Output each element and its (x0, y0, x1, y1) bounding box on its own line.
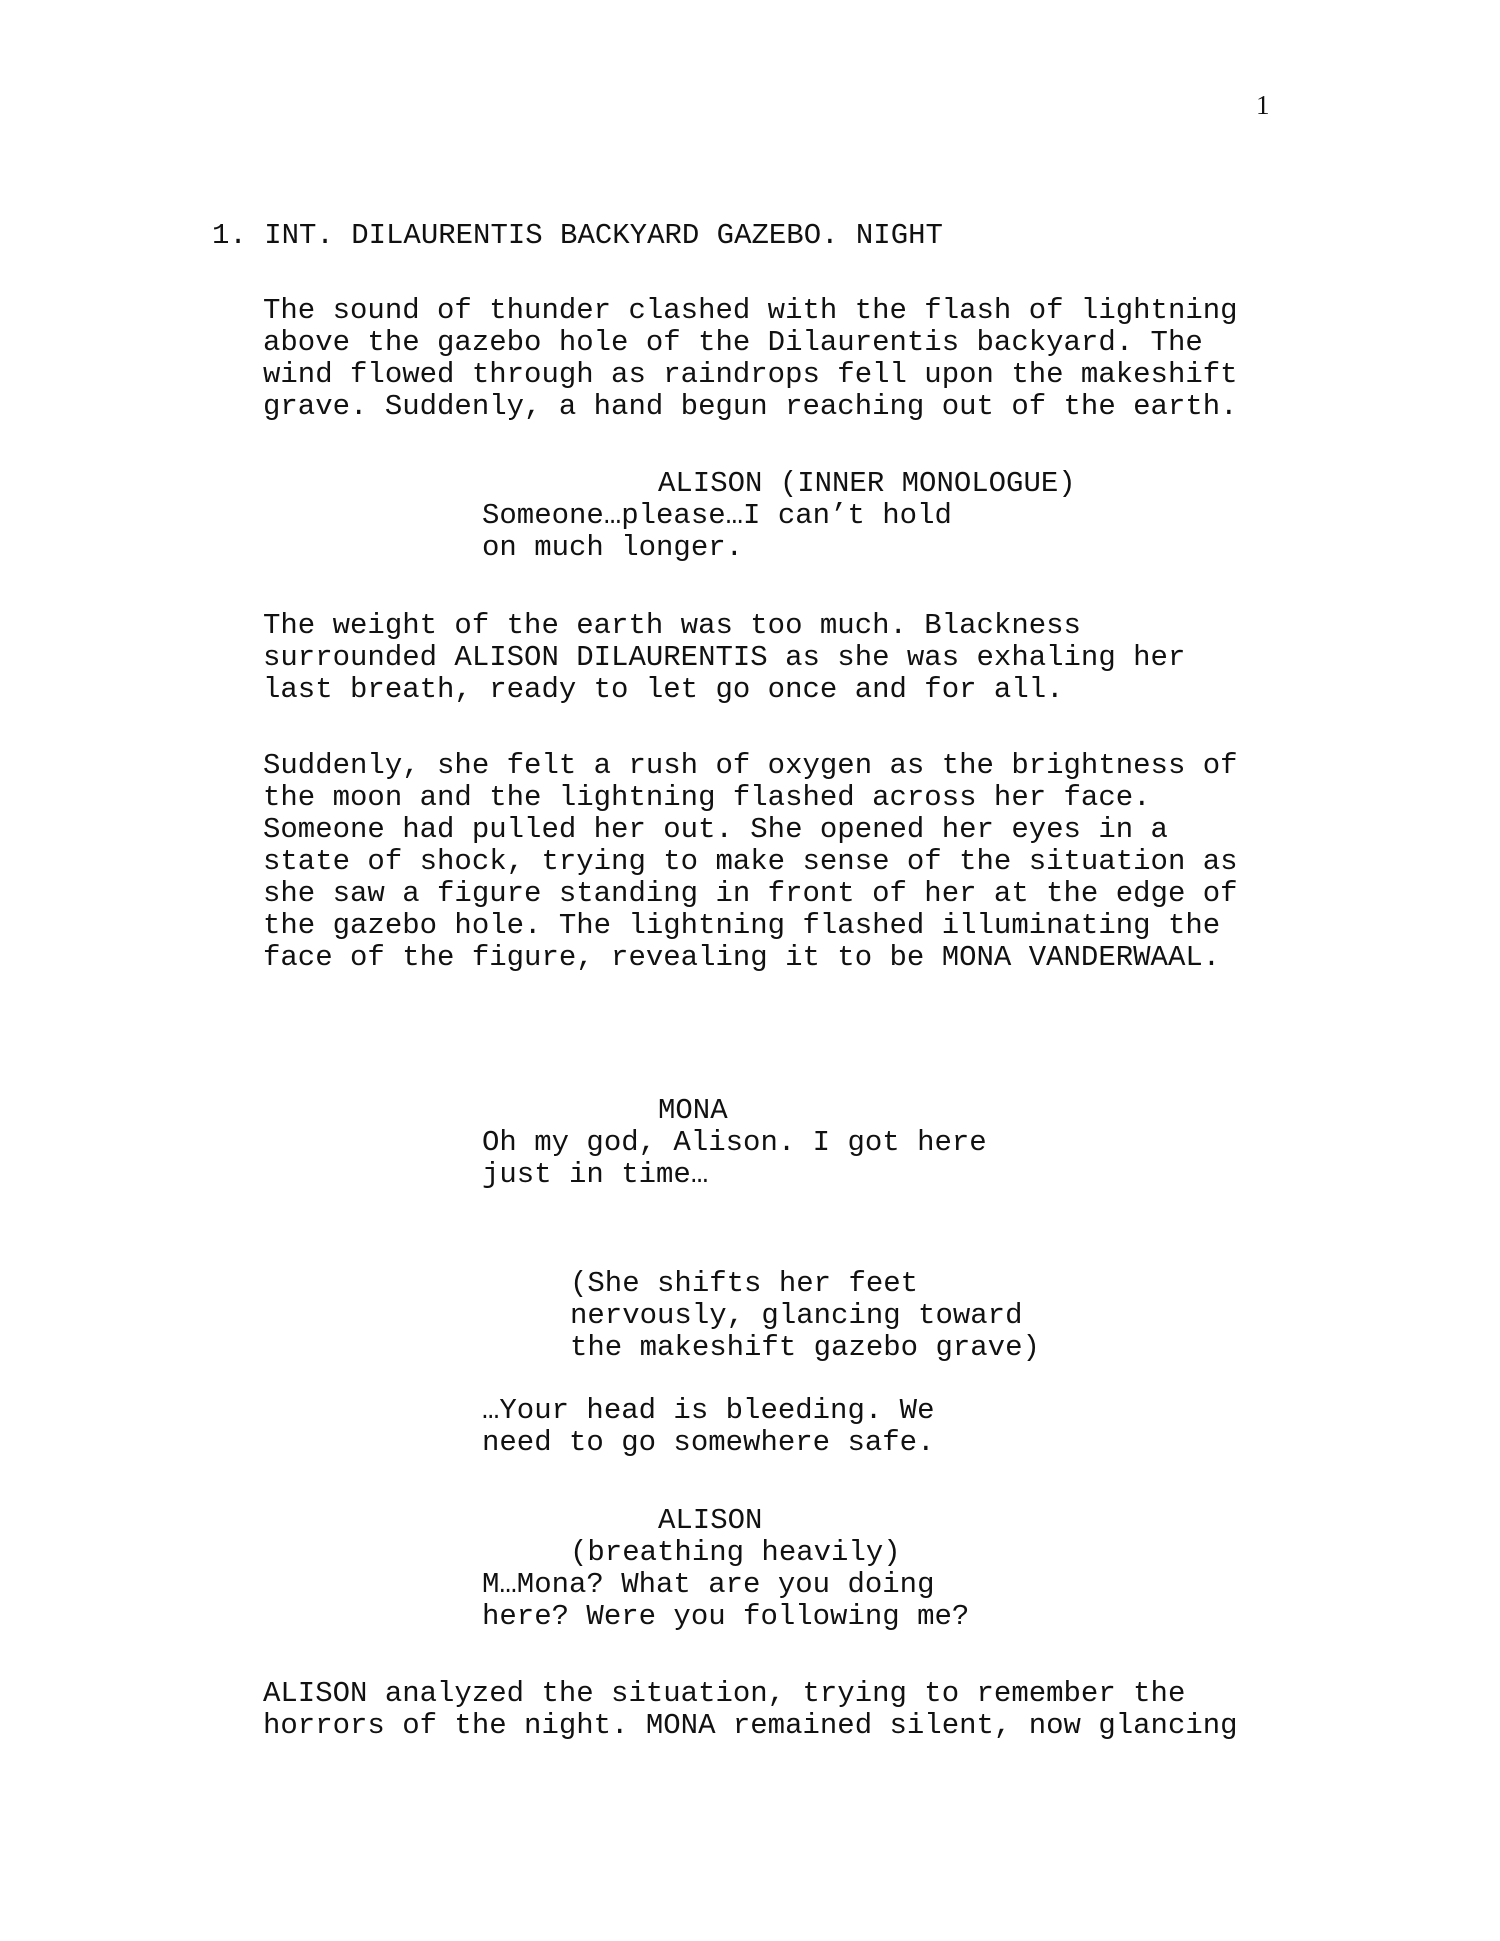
page-number: 1 (1256, 90, 1270, 120)
action-block (263, 750, 1238, 974)
parenthetical-line: nervously, glancing toward (570, 1299, 1023, 1332)
dialogue-line: …Your head is bleeding. We (482, 1394, 935, 1427)
action-line: the gazebo hole. The lightning flashed illuminating the (263, 909, 1221, 942)
action-line: above the gazebo hole of the Dilaurentis backyard. The (263, 326, 1203, 359)
action-line: face of the figure, revealing it to be MONA VANDERWAAL. (263, 941, 1221, 974)
dialogue-line: Someone…please…I can’t hold (482, 499, 952, 532)
scene-heading: 1. INT. DILAURENTIS BACKYARD GAZEBO. NIGHT (212, 219, 943, 252)
action-line: wind flowed through as raindrops fell upon the makeshift (263, 358, 1238, 391)
action-line: surrounded ALISON DILAURENTIS as she was exhaling her (263, 641, 1186, 674)
action-line: Someone had pulled her out. She opened her eyes in a (263, 813, 1168, 846)
dialogue-line: here? Were you following me? (482, 1600, 970, 1633)
parenthetical-block (570, 1537, 901, 1569)
dialogue-line: on much longer. (482, 531, 744, 564)
action-block (263, 610, 1185, 706)
character-line: MONA (658, 1094, 728, 1127)
dialogue-block (482, 1569, 969, 1633)
character-line: ALISON (658, 1504, 763, 1537)
character-block (658, 1505, 762, 1537)
action-line: grave. Suddenly, a hand begun reaching out of the earth. (263, 390, 1238, 423)
action-line: Suddenly, she felt a rush of oxygen as the brightness of (263, 749, 1238, 782)
action-block (263, 295, 1238, 423)
parenthetical-line: (breathing heavily) (570, 1536, 901, 1569)
dialogue-line: need to go somewhere safe. (482, 1426, 935, 1459)
action-line: the moon and the lightning flashed across her face. (263, 781, 1151, 814)
action-line: she saw a figure standing in front of her at the edge of (263, 877, 1238, 910)
action-line: last breath, ready to let go once and for all. (263, 673, 1064, 706)
action-line: ALISON analyzed the situation, trying to remember the (263, 1677, 1186, 1710)
dialogue-line: M…Mona? What are you doing (482, 1568, 935, 1601)
dialogue-line: Oh my god, Alison. I got here (482, 1126, 987, 1159)
dialogue-block (482, 1127, 987, 1191)
parenthetical-line: (She shifts her feet (570, 1267, 919, 1300)
character-line: ALISON (INNER MONOLOGUE) (658, 467, 1076, 500)
action-line: The sound of thunder clashed with the flash of lightning (263, 294, 1238, 327)
character-block (658, 468, 1076, 500)
dialogue-line: just in time… (482, 1158, 709, 1191)
dialogue-block (482, 500, 952, 564)
parenthetical-line: the makeshift gazebo grave) (570, 1331, 1040, 1364)
action-line: The weight of the earth was too much. Blackness (263, 609, 1081, 642)
parenthetical-block (570, 1268, 1040, 1364)
action-block (263, 1678, 1238, 1742)
action-line: state of shock, trying to make sense of the situation as (263, 845, 1238, 878)
dialogue-block (482, 1395, 934, 1459)
character-block (658, 1095, 728, 1127)
action-line: horrors of the night. MONA remained silent, now glancing (263, 1709, 1238, 1742)
